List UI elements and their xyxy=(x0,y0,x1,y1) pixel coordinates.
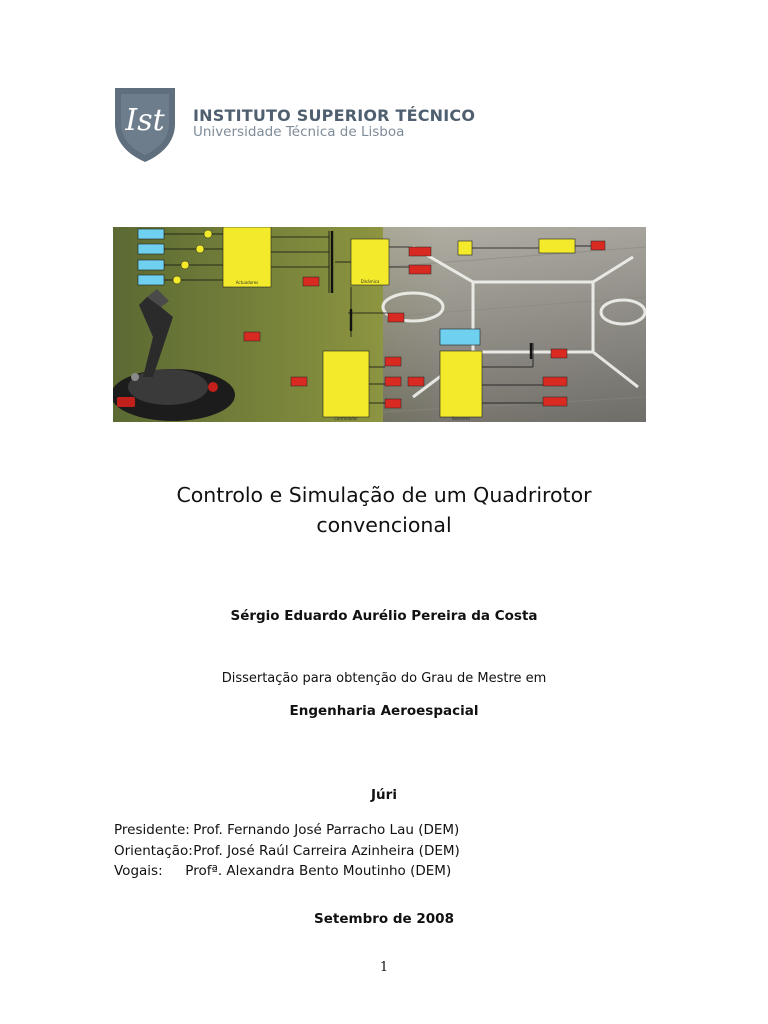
jury-member: Prof. Fernando José Parracho Lau (DEM) xyxy=(193,822,460,838)
jury-row-president xyxy=(114,820,460,841)
sensors-label: Sensores xyxy=(451,416,471,421)
university-name: Universidade Técnica de Lisboa xyxy=(193,124,405,140)
actuators-label: Actuadores xyxy=(235,280,259,285)
institution-name: INSTITUTO SUPERIOR TÉCNICO xyxy=(193,106,476,125)
title-line-1: Controlo e Simulação de um Quadrirotor xyxy=(176,483,592,507)
thesis-title xyxy=(0,480,768,540)
jury-role: Presidente: xyxy=(114,822,190,838)
jury-row-member xyxy=(114,861,460,882)
controller-label: Controlador xyxy=(334,416,358,421)
jury-heading: Júri xyxy=(371,787,397,803)
degree-statement: Dissertação para obtenção do Grau de Mestre em xyxy=(221,671,547,686)
svg-text:Ist: Ist xyxy=(125,103,165,138)
jury-role: Vogais: xyxy=(114,863,163,879)
degree-field: Engenharia Aeroespacial xyxy=(289,703,479,719)
author-name: Sérgio Eduardo Aurélio Pereira da Costa xyxy=(230,608,538,624)
cover-banner-image xyxy=(113,227,646,422)
jury-row-advisor xyxy=(114,841,460,862)
institution-logo xyxy=(113,86,476,166)
submission-date: Setembro de 2008 xyxy=(314,911,454,927)
jury-list xyxy=(114,820,460,882)
ist-shield-icon xyxy=(113,86,177,164)
dynamics-label: Dinâmica xyxy=(360,279,380,284)
jury-role: Orientação: xyxy=(114,842,193,859)
page-number: 1 xyxy=(379,960,389,975)
title-line-2: convencional xyxy=(316,513,452,537)
jury-member: Prof. José Raúl Carreira Azinheira (DEM) xyxy=(193,842,460,859)
jury-member: Profª. Alexandra Bento Moutinho (DEM) xyxy=(185,863,452,879)
